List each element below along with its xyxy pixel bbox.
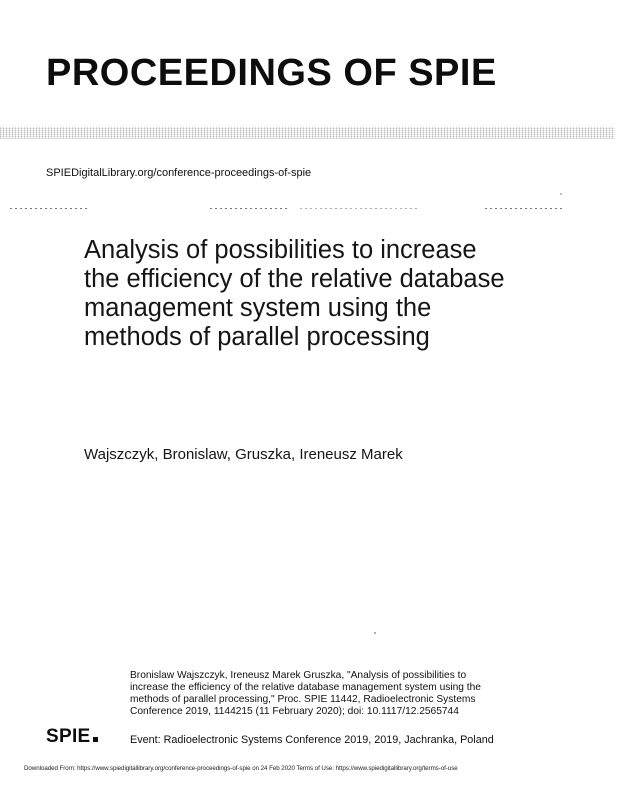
- scan-dotted-line: [10, 208, 90, 209]
- paper-title-line: Analysis of possibilities to increase: [84, 236, 477, 264]
- logo-dot-icon: [93, 737, 98, 742]
- paper-title-line: methods of parallel processing: [84, 323, 430, 351]
- scan-dotted-line: [300, 208, 420, 209]
- spie-logo: [46, 726, 98, 748]
- citation-block: [130, 670, 550, 718]
- scan-speck: [374, 632, 376, 634]
- digital-library-url[interactable]: SPIEDigitalLibrary.org/conference-proceedings-of-spie: [46, 167, 312, 179]
- paper-title-line: management system using the: [84, 294, 432, 322]
- citation-line: Bronislaw Wajszczyk, Ireneusz Marek Gruszka, "Analysis of possibilities to: [130, 670, 467, 681]
- citation-line: increase the efficiency of the relative database management system using the: [130, 682, 481, 693]
- journal-title: PROCEEDINGS OF SPIE: [46, 52, 497, 94]
- scan-dotted-line: [485, 208, 565, 209]
- scan-speck: [560, 193, 562, 195]
- paper-title: [84, 236, 564, 352]
- event-line: Event: Radioelectronic Systems Conference 2019, 2019, Jachranka, Poland: [130, 734, 494, 746]
- scan-dotted-line: [210, 208, 290, 209]
- scan-noise-band: [0, 127, 615, 139]
- spie-logo-text: SPIE: [46, 726, 91, 747]
- citation-line: methods of parallel processing," Proc. SPIE 11442, Radioelectronic Systems: [130, 694, 476, 705]
- citation-line: Conference 2019, 1144215 (11 February 2020); doi: 10.1117/12.2565744: [130, 706, 459, 717]
- paper-authors: Wajszczyk, Bronislaw, Gruszka, Ireneusz Marek: [84, 446, 403, 463]
- paper-title-line: the efficiency of the relative database: [84, 265, 505, 293]
- download-notice: Downloaded From: https://www.spiedigitallibrary.org/conference-proceedings-of-spie on 24 Feb 2020 Terms of Use: https://www.spiedigitallibrary.org/terms-of-use: [24, 765, 458, 772]
